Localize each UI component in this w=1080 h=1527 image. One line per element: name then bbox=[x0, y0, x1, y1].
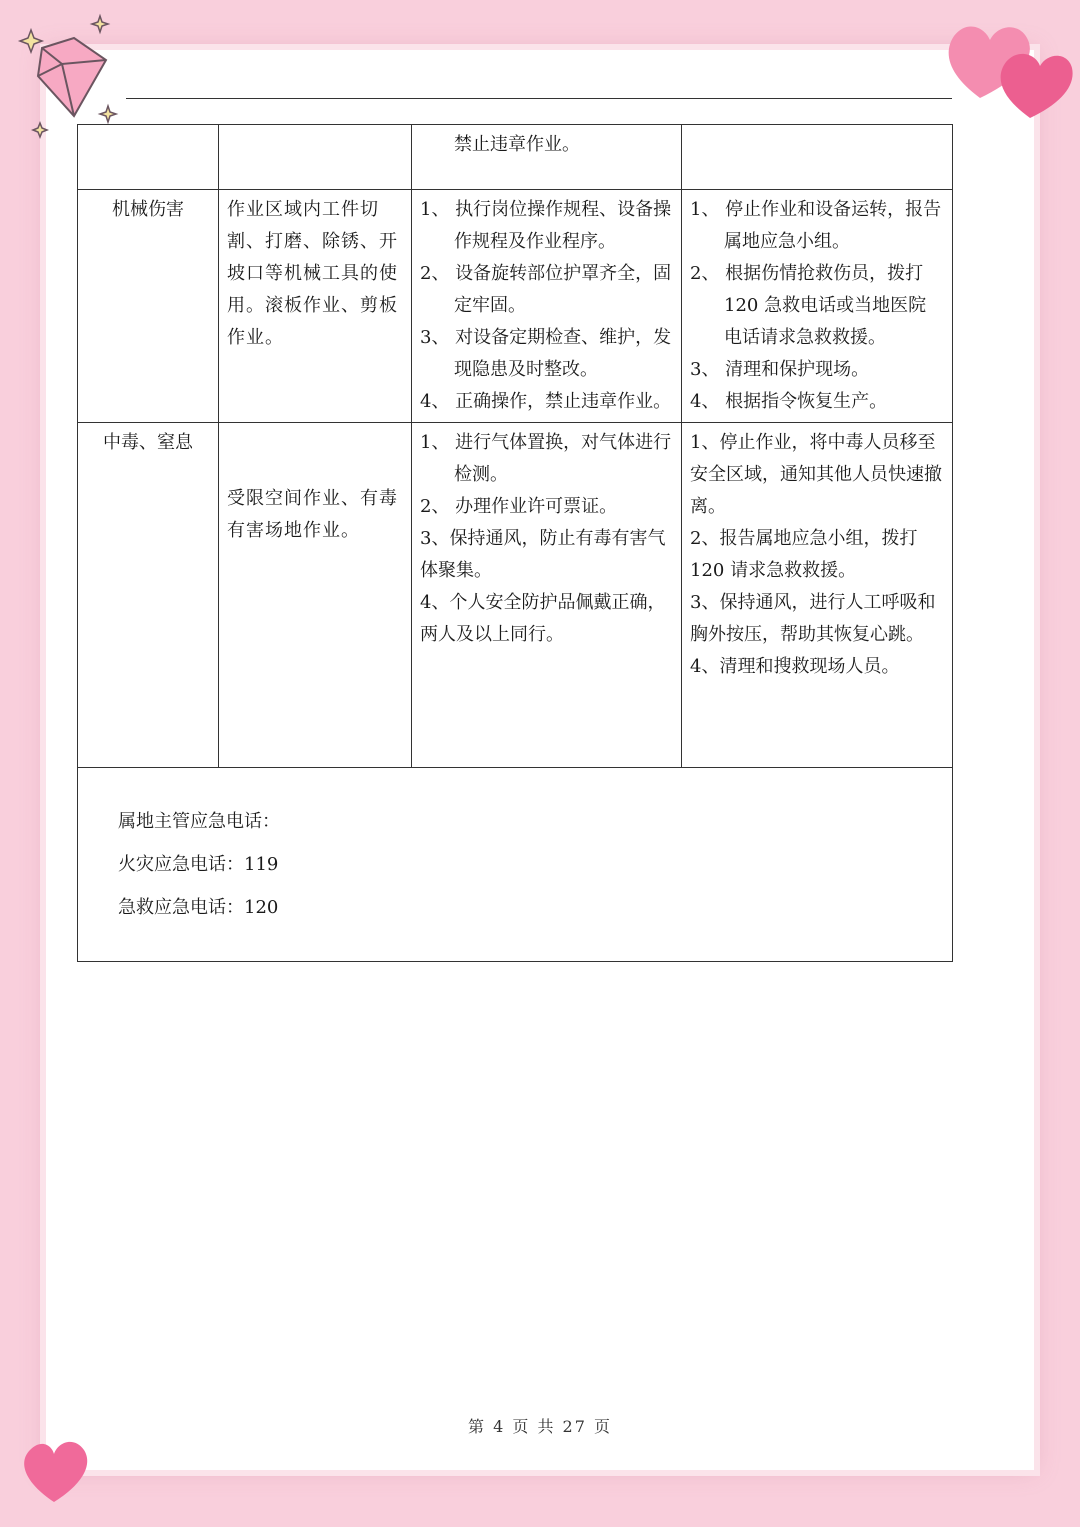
hazard-table bbox=[77, 124, 953, 962]
table-row bbox=[78, 190, 953, 423]
measure-item: 1、 进行气体置换，对气体进行检测。 bbox=[420, 432, 672, 485]
table-row bbox=[78, 768, 953, 962]
measures-cell bbox=[412, 190, 682, 423]
measure-item: 3、 对设备定期检查、维护，发现隐患及时整改。 bbox=[420, 327, 672, 380]
activity-cell bbox=[219, 125, 412, 190]
response-cell bbox=[682, 125, 953, 190]
response-item: 4、 根据指令恢复生产。 bbox=[690, 391, 888, 412]
header-rule bbox=[126, 98, 952, 99]
response-item: 4、清理和搜救现场人员。 bbox=[690, 656, 900, 677]
emergency-contacts bbox=[78, 768, 953, 962]
measure-item: 3、保持通风，防止有毒有害气体聚集。 bbox=[420, 528, 666, 581]
activity-cell: 作业区域内工件切割、打磨、除锈、开坡口等机械工具的使用。滚板作业、剪板作业。 bbox=[219, 190, 412, 423]
measure-item: 1、 执行岗位操作规程、设备操作规程及作业程序。 bbox=[420, 199, 672, 252]
contact-line: 急救应急电话：120 bbox=[118, 897, 279, 918]
measure-item: 2、 办理作业许可票证。 bbox=[420, 496, 618, 517]
measures-cell bbox=[412, 125, 682, 190]
measure-item: 2、 设备旋转部位护罩齐全，固定牢固。 bbox=[420, 263, 672, 316]
measure-item: 禁止违章作业。 bbox=[454, 134, 580, 155]
response-item: 2、 根据伤情抢救伤员，拨打 120 急救电话或当地医院电话请求急救救援。 bbox=[690, 263, 927, 348]
measure-item: 4、 正确操作，禁止违章作业。 bbox=[420, 391, 672, 412]
table-row bbox=[78, 423, 953, 768]
hazard-cell: 中毒、窒息 bbox=[78, 423, 219, 768]
hazard-cell: 机械伤害 bbox=[78, 190, 219, 423]
response-cell bbox=[682, 423, 953, 768]
response-item: 2、报告属地应急小组，拨打 120 请求急救救援。 bbox=[690, 528, 918, 581]
activity-cell: 受限空间作业、有毒有害场地作业。 bbox=[219, 423, 412, 768]
heart-icon bbox=[14, 1430, 94, 1510]
contact-line: 火灾应急电话：119 bbox=[118, 854, 279, 875]
table-row bbox=[78, 125, 953, 190]
response-cell bbox=[682, 190, 953, 423]
measures-cell bbox=[412, 423, 682, 768]
measure-item: 4、个人安全防护品佩戴正确，两人及以上同行。 bbox=[420, 592, 666, 645]
hearts-icon bbox=[940, 6, 1076, 126]
hazard-cell bbox=[78, 125, 219, 190]
response-item: 1、停止作业，将中毒人员移至安全区域，通知其他人员快速撤离。 bbox=[690, 432, 942, 517]
contact-line: 属地主管应急电话： bbox=[118, 811, 280, 832]
response-item: 3、保持通风，进行人工呼吸和胸外按压，帮助其恢复心跳。 bbox=[690, 592, 936, 645]
page-number: 第 4 页 共 27 页 bbox=[468, 1417, 612, 1436]
response-item: 1、 停止作业和设备运转，报告属地应急小组。 bbox=[690, 199, 942, 252]
response-item: 3、 清理和保护现场。 bbox=[690, 359, 870, 380]
